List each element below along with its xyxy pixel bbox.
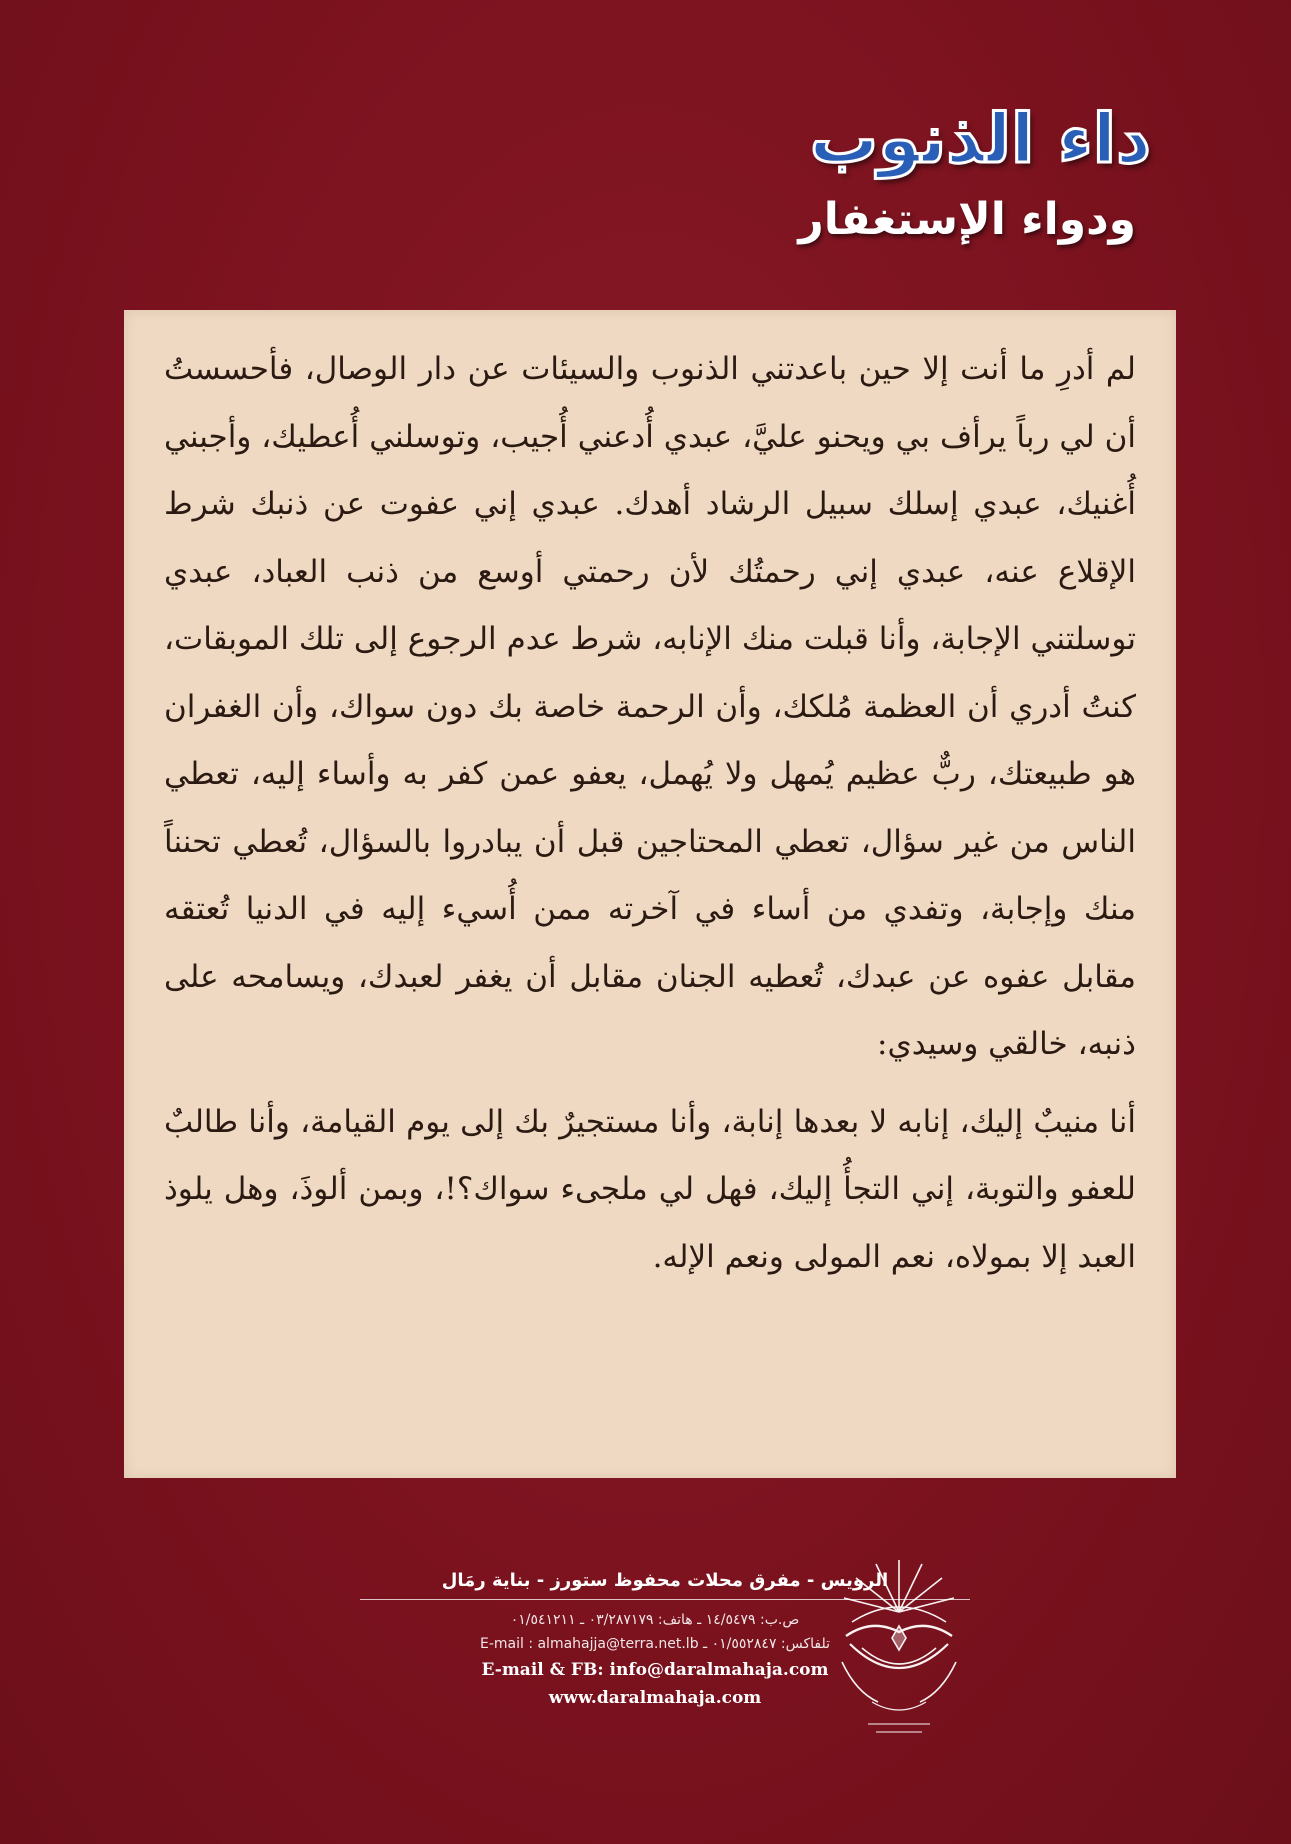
body-paragraph-2: أنا منيبٌ إليك، إنابه لا بعدها إنابة، وأنا مستجيرٌ بك إلى يوم القيامة، وأنا طالبٌ للعفو والتوبة، إني التجأُ إليك، فهل لي ملجىء سواك؟!، وبمن ألوذَ، وهل يلوذ العبد إلا بمولاه، نعم المولى ونعم الإله.	[164, 1103, 1136, 1275]
text-panel	[124, 310, 1176, 1478]
book-subtitle: ودواء الإستغفار	[798, 194, 1136, 245]
publisher-phones: ص.ب: ١٤/٥٤٧٩ ـ هاتف: ٠٣/٢٨٧١٧٩ ـ ٠١/٥٤١٢١١	[510, 1612, 800, 1628]
body-text	[164, 336, 1136, 1291]
publisher-email-fb: E-mail & FB: info@daralmahaja.com	[481, 1660, 829, 1680]
publisher-fax-email: تلفاكس: ٠١/٥٥٢٨٤٧ ـ E-mail : almahajja@terra.net.lb	[479, 1636, 831, 1652]
publisher-address: الرويس - مفرق محلات محفوظ ستورز - بناية رمَال	[360, 1570, 970, 1600]
book-title: داء الذنوب	[809, 100, 1151, 179]
title-block	[451, 100, 1151, 250]
publisher-website: www.daralmahaja.com	[548, 1688, 762, 1708]
publisher-logo-icon	[832, 1552, 966, 1748]
body-paragraph-1: لم أدرِ ما أنت إلا حين باعدتني الذنوب والسيئات عن دار الوصال، فأحسستُ أن لي رباً يرأف بي ويحنو عليَّ، عبدي أُدعني أُجيب، وتوسلني أُعطيك، وأجبني أُغنيك، عبدي إسلك سبيل الرشاد أهدك. عبدي إني عفوت عن ذنبك شرط الإقلاع عنه، عبدي إني رحمتُك لأن رحمتي أوسع من ذنب العباد، عبدي توسلتني الإجابة، وأنا قبلت منك الإنابه، شرط عدم الرجوع إلى تلك الموبقات، كنتُ أدري أن العظمة مُلكك، وأن الرحمة خاصة بك دون سواك، وأن الغفران هو طبيعتك، ربٌّ عظيم يُمهل ولا يُهمل، يعفو عمن كفر به وأساء إليه، تعطي الناس من غير سؤال، تعطي المحتاجين قبل أن يبادروا بالسؤال، تُعطي تحنناً منك وإجابة، وتفدي من أساء في آخرته ممن أُسيء إليه في الدنيا تُعتقه مقابل عفوه عن عبدك، تُعطيه الجنان مقابل أن يغفر لعبدك، ويسامحه على ذنبه، خالقي وسيدي:	[164, 351, 1136, 1062]
